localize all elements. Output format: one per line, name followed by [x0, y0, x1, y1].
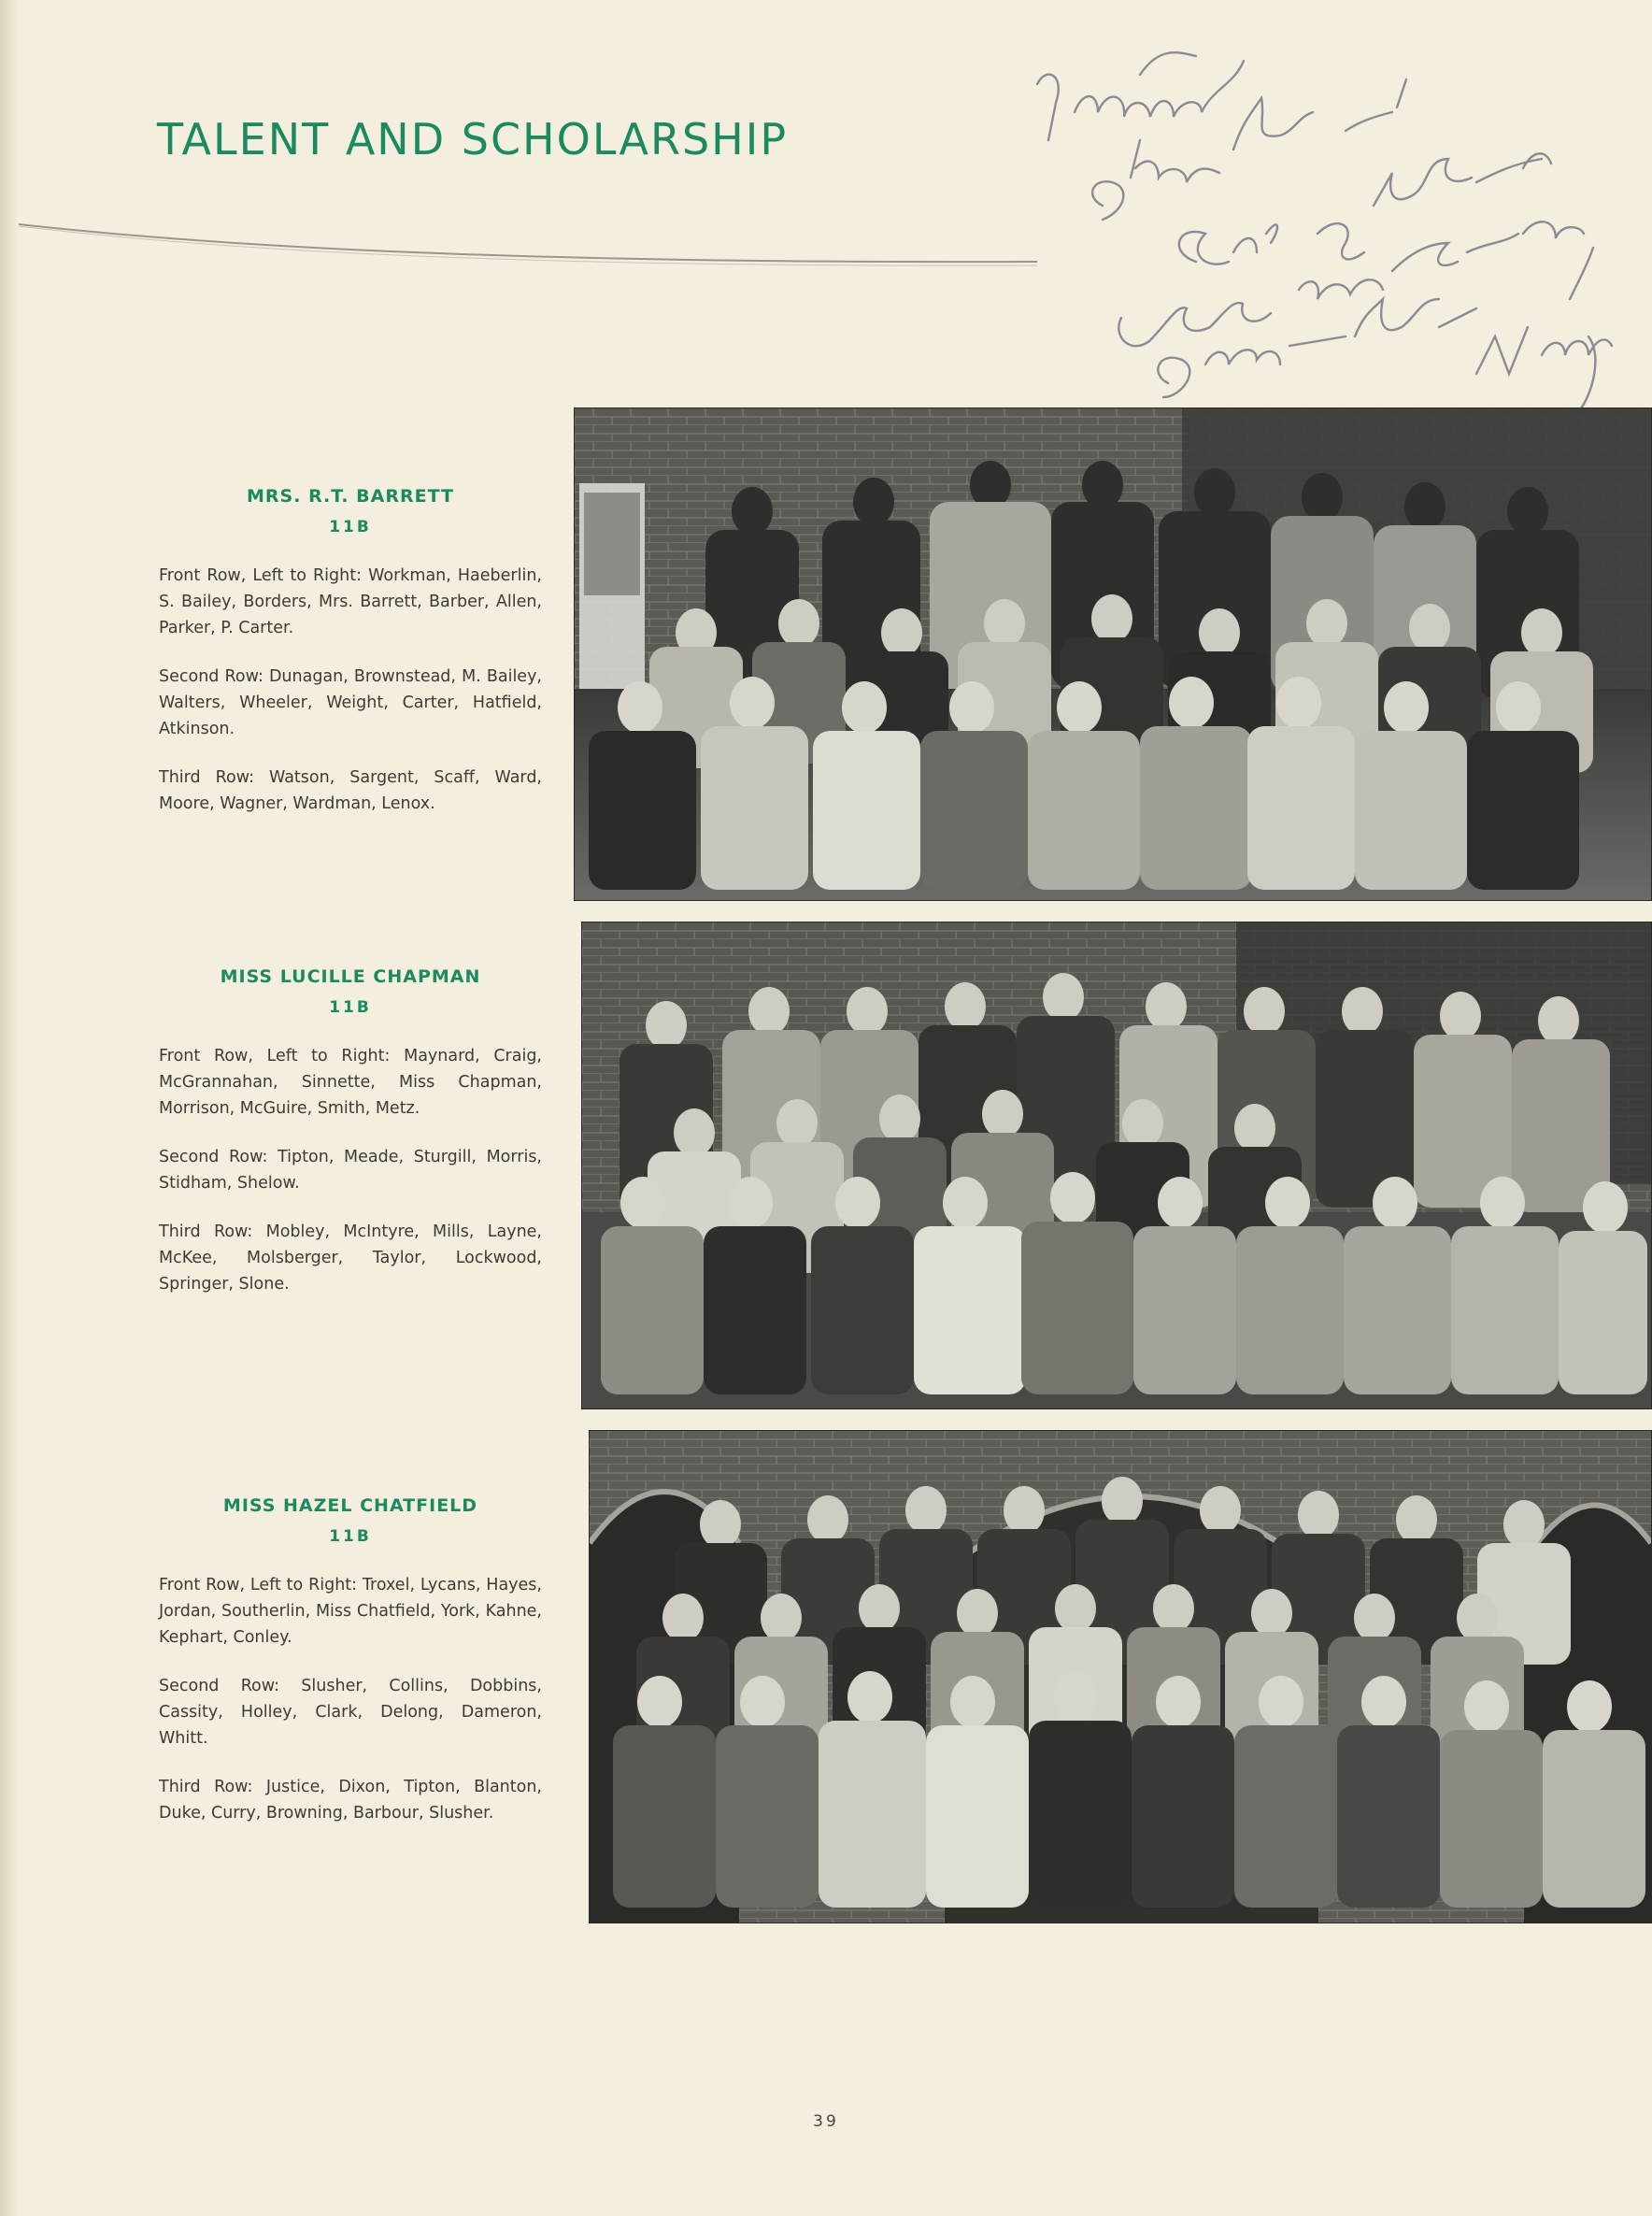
class-photo-chatfield — [589, 1430, 1652, 1923]
second-row-names: Second Row: Slusher, Collins, Dobbins, Cassity, Holley, Clark, Delong, Dameron, Whitt. — [159, 1677, 542, 1748]
class-grade: 11B — [329, 998, 372, 1017]
teacher-name: MRS. R.T. BARRETT — [247, 486, 454, 507]
class-caption-barrett — [159, 486, 542, 839]
class-photo-barrett — [574, 407, 1652, 901]
second-row-names: Second Row: Tipton, Meade, Sturgill, Morris, Stidham, Shelow. — [159, 1148, 542, 1193]
teacher-name: MISS LUCILLE CHAPMAN — [220, 966, 481, 987]
teacher-name: MISS HAZEL CHATFIELD — [222, 1495, 478, 1516]
handwritten-inscription — [953, 19, 1626, 411]
front-row-names: Front Row, Left to Right: Maynard, Craig, McGrannahan, Sinnette, Miss Chapman, Morrison, McGuire, Smith, Metz. — [159, 1047, 542, 1118]
page-number: 39 — [813, 2112, 839, 2131]
photo-image — [590, 1431, 1651, 1923]
class-grade: 11B — [329, 518, 372, 536]
third-row-names: Third Row: Watson, Sargent, Scaff, Ward, Moore, Wagner, Wardman, Lenox. — [159, 768, 542, 813]
third-row-names: Third Row: Mobley, McIntyre, Mills, Layne, McKee, Molsberger, Taylor, Lockwood, Springer, Slone. — [159, 1222, 542, 1294]
third-row-names: Third Row: Justice, Dixon, Tipton, Blanton, Duke, Curry, Browning, Barbour, Slusher. — [159, 1778, 542, 1823]
photo-image — [582, 922, 1651, 1408]
photo-image — [575, 408, 1651, 900]
front-row-names: Front Row, Left to Right: Workman, Haeberlin, S. Bailey, Borders, Mrs. Barrett, Barber, Allen, Parker, P. Carter. — [159, 566, 542, 637]
page-binding-edge — [0, 0, 19, 2216]
page-title: TALENT AND SCHOLARSHIP — [157, 114, 789, 164]
class-photo-chapman — [581, 922, 1652, 1409]
front-row-names: Front Row, Left to Right: Troxel, Lycans, Hayes, Jordan, Southerlin, Miss Chatfield, York, Kahne, Kephart, Conley. — [159, 1576, 542, 1647]
class-caption-chapman — [159, 966, 542, 1320]
class-grade: 11B — [329, 1527, 372, 1546]
second-row-names: Second Row: Dunagan, Brownstead, M. Bailey, Walters, Wheeler, Weight, Carter, Hatfield, Atkinson. — [159, 667, 542, 738]
title-underline — [19, 217, 1037, 273]
class-caption-chatfield — [159, 1495, 542, 1849]
